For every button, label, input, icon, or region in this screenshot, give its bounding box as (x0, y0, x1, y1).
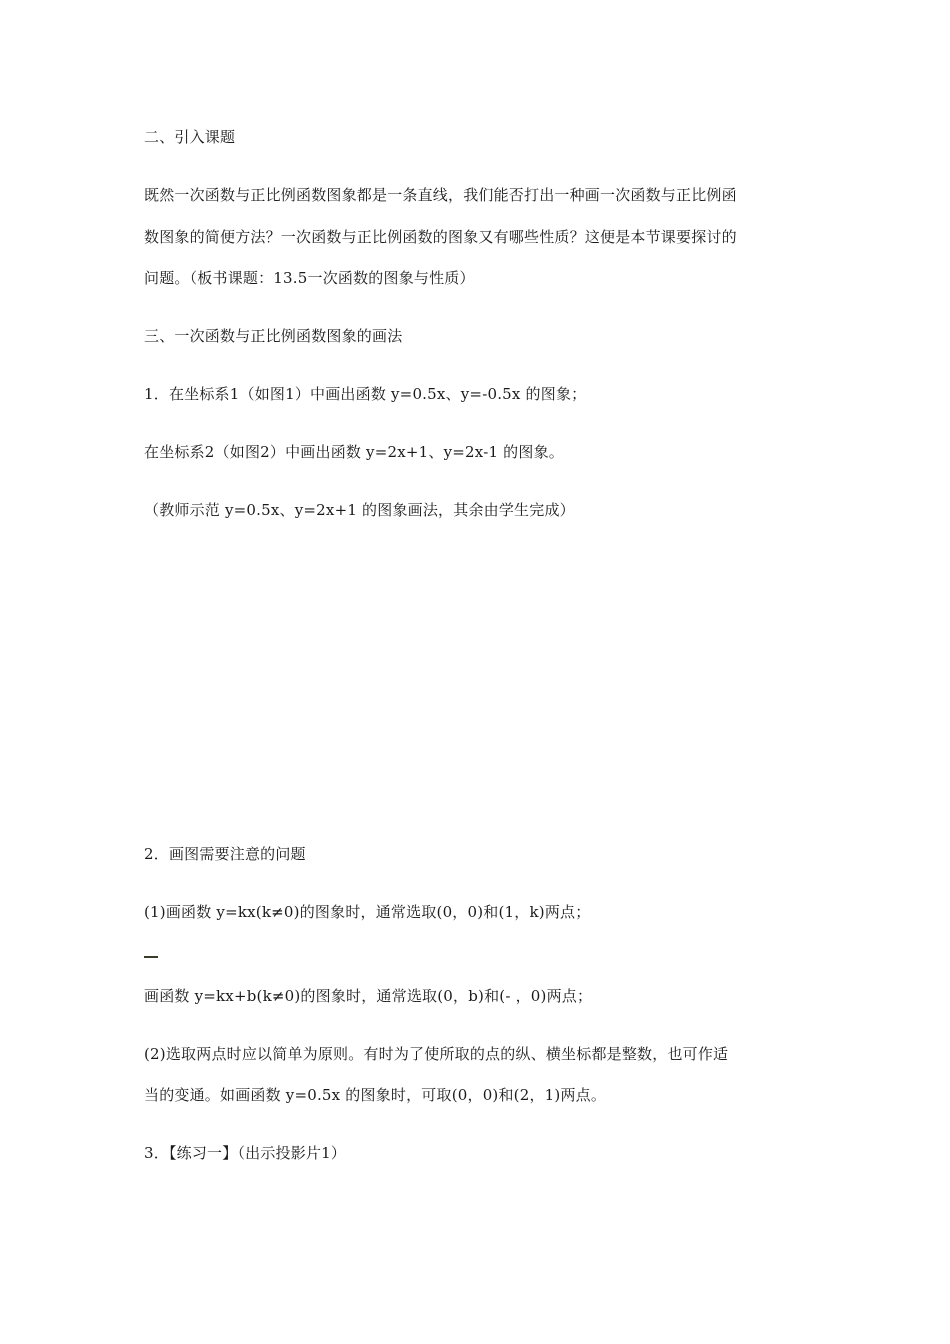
item2-point2-line-2: 当的变通。如画函数 y=0.5x 的图象时，可取(0，0)和(2，1)两点。 (144, 1086, 607, 1104)
intro-paragraph-line-3: 问题。（板书课题：13.5一次函数的图象与性质） (144, 269, 475, 287)
item3-heading: 3．【练习一】（出示投影片1） (144, 1144, 347, 1162)
fraction-bar-mark (144, 956, 158, 958)
intro-paragraph-line-2: 数图象的简便方法？一次函数与正比例函数的图象又有哪些性质？这便是本节课要探讨的 (144, 228, 737, 246)
intro-paragraph-line-1: 既然一次函数与正比例函数图象都是一条直线，我们能否打出一种画一次函数与正比例函 (144, 186, 737, 204)
item2-point1b: 画函数 y=kx+b(k≠0)的图象时，通常选取(0，b)和(- ，0)两点； (144, 987, 593, 1005)
item1-note: （教师示范 y=0.5x、y=2x+1 的图象画法，其余由学生完成） (144, 501, 575, 519)
item2-point2-line-1: (2)选取两点时应以简单为原则。有时为了使所取的点的纵、横坐标都是整数，也可作适 (144, 1045, 729, 1063)
intro-heading: 二、引入课题 (144, 128, 236, 146)
item2-point1: (1)画函数 y=kx(k≠0)的图象时，通常选取(0，0)和(1，k)两点； (144, 903, 591, 921)
item1-line-2: 在坐标系2（如图2）中画出函数 y=2x+1、y=2x-1 的图象。 (144, 443, 564, 461)
drawing-heading: 三、一次函数与正比例函数图象的画法 (144, 327, 403, 345)
item2-heading: 2．画图需要注意的问题 (144, 845, 306, 863)
item1-line-1: 1．在坐标系1（如图1）中画出函数 y=0.5x、y=-0.5x 的图象； (144, 385, 587, 403)
